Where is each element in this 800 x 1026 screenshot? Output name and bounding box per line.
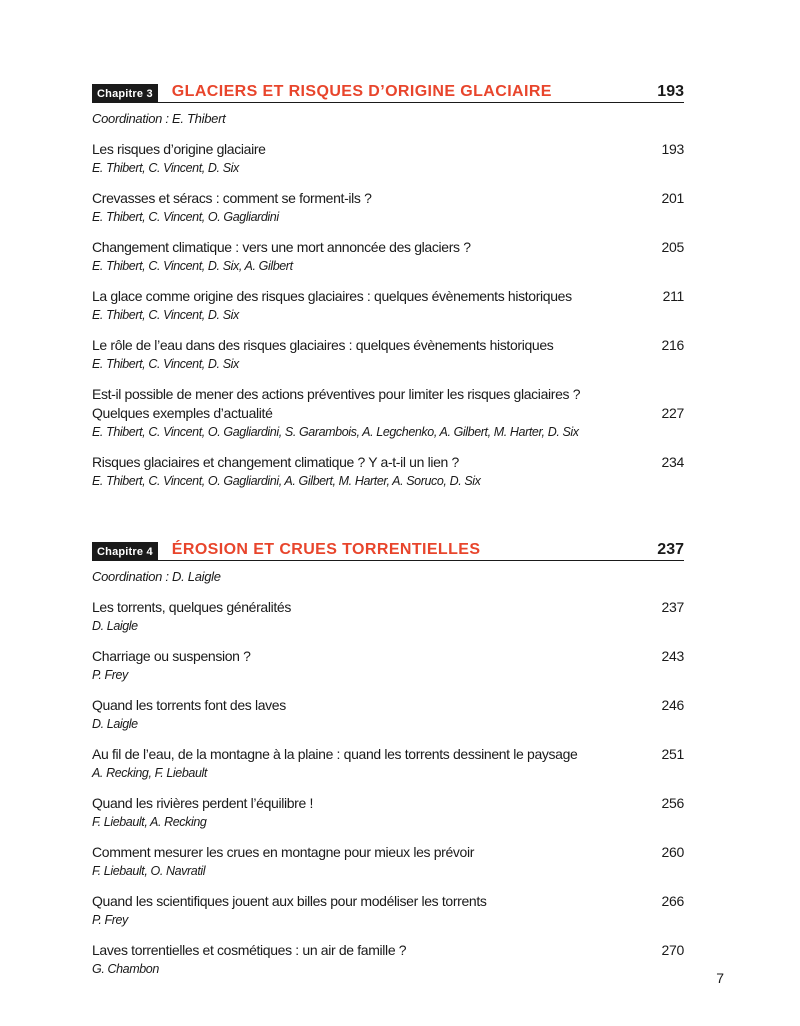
- toc-entry[interactable]: [92, 336, 684, 373]
- entry-authors: P. Frey: [92, 913, 128, 927]
- toc-entry[interactable]: [92, 745, 684, 782]
- entry-page-number: 201: [661, 190, 684, 206]
- entry-page-number: 270: [661, 942, 684, 958]
- entry-authors: F. Liebault, O. Navratil: [92, 864, 206, 878]
- entry-authors: D. Laigle: [92, 717, 138, 731]
- chapter-header: [92, 80, 684, 103]
- entry-title: La glace comme origine des risques glaciaires : quelques évènements historiques: [92, 288, 572, 304]
- entry-authors: P. Frey: [92, 668, 128, 682]
- entry-authors: F. Liebault, A. Recking: [92, 815, 207, 829]
- entry-title: Au fil de l’eau, de la montagne à la plaine : quand les torrents dessinent le paysage: [92, 746, 578, 762]
- entry-authors: G. Chambon: [92, 962, 159, 976]
- entry-page-number: 237: [661, 599, 684, 615]
- toc-entry[interactable]: [92, 794, 684, 831]
- coordination: Coordination : D. Laigle: [92, 569, 221, 584]
- entry-authors: E. Thibert, C. Vincent, O. Gagliardini, A. Gilbert, M. Harter, A. Soruco, D. Six: [92, 474, 481, 488]
- entry-page-number: 256: [661, 795, 684, 811]
- toc-entry[interactable]: [92, 238, 684, 275]
- chapter-badge: Chapitre 3: [92, 84, 158, 102]
- chapter-title: ÉROSION ET CRUES TORRENTIELLES: [171, 541, 481, 558]
- entry-page-number: 216: [661, 337, 684, 353]
- entry-authors: E. Thibert, C. Vincent, O. Gagliardini, S. Garambois, A. Legchenko, A. Gilbert, M. Harter, D. Six: [92, 425, 579, 439]
- chapter-header: [92, 538, 684, 561]
- toc-entry[interactable]: [92, 843, 684, 880]
- entry-title: Les torrents, quelques généralités: [92, 599, 292, 615]
- entry-page-number: 227: [661, 405, 684, 421]
- entry-page-number: 234: [661, 454, 684, 470]
- entry-page-number: 243: [661, 648, 684, 664]
- entry-title: Quand les torrents font des laves: [92, 697, 286, 713]
- chapter-3: [92, 80, 684, 490]
- entry-page-number: 246: [661, 697, 684, 713]
- entry-title-line-2: Quelques exemples d’actualité: [92, 405, 273, 421]
- chapter-badge: Chapitre 4: [92, 542, 158, 560]
- entry-title: Les risques d’origine glaciaire: [92, 141, 266, 157]
- entry-authors: E. Thibert, C. Vincent, O. Gagliardini: [92, 210, 279, 224]
- entry-title: Comment mesurer les crues en montagne pour mieux les prévoir: [92, 844, 475, 860]
- toc-entry[interactable]: [92, 696, 684, 733]
- toc-entry[interactable]: [92, 453, 684, 490]
- chapter-page-number: 237: [657, 541, 684, 558]
- toc-entry[interactable]: [92, 598, 684, 635]
- entry-title: Laves torrentielles et cosmétiques : un air de famille ?: [92, 942, 407, 958]
- entry-title: Risques glaciaires et changement climatique ? Y a-t-il un lien ?: [92, 454, 459, 470]
- entry-title: Changement climatique : vers une mort annoncée des glaciers ?: [92, 239, 471, 255]
- entry-authors: E. Thibert, C. Vincent, D. Six: [92, 357, 239, 371]
- toc-entry[interactable]: [92, 287, 684, 324]
- toc-entry[interactable]: [92, 140, 684, 177]
- chapter-page-number: 193: [657, 83, 684, 100]
- entry-page-number: 266: [661, 893, 684, 909]
- entry-title: [92, 385, 644, 423]
- toc-entry[interactable]: [92, 385, 684, 441]
- entry-title: Le rôle de l’eau dans des risques glaciaires : quelques évènements historiques: [92, 337, 554, 353]
- entry-page-number: 251: [661, 746, 684, 762]
- entry-authors: E. Thibert, C. Vincent, D. Six: [92, 161, 239, 175]
- chapter-4: [92, 538, 684, 978]
- entry-title: Crevasses et séracs : comment se forment-ils ?: [92, 190, 372, 206]
- toc-entry[interactable]: [92, 892, 684, 929]
- toc-entry[interactable]: [92, 189, 684, 226]
- chapter-title: GLACIERS ET RISQUES D’ORIGINE GLACIAIRE: [171, 83, 552, 100]
- entry-title: Quand les scientifiques jouent aux billes pour modéliser les torrents: [92, 893, 487, 909]
- table-of-contents: [92, 80, 684, 1014]
- entry-title-line-1: Est-il possible de mener des actions préventives pour limiter les risques glaciaires ?: [92, 386, 581, 402]
- coordination: Coordination : E. Thibert: [92, 111, 226, 126]
- entry-page-number: 193: [661, 141, 684, 157]
- entry-authors: E. Thibert, C. Vincent, D. Six, A. Gilbert: [92, 259, 293, 273]
- entry-title: Quand les rivières perdent l’équilibre !: [92, 795, 314, 811]
- entry-page-number: 211: [662, 288, 684, 304]
- entry-authors: D. Laigle: [92, 619, 138, 633]
- entry-page-number: 260: [661, 844, 684, 860]
- toc-entry[interactable]: [92, 941, 684, 978]
- entry-authors: E. Thibert, C. Vincent, D. Six: [92, 308, 239, 322]
- toc-entry[interactable]: [92, 647, 684, 684]
- page-number: 7: [716, 970, 724, 986]
- entry-authors: A. Recking, F. Liebault: [92, 766, 207, 780]
- entry-page-number: 205: [661, 239, 684, 255]
- entry-title: Charriage ou suspension ?: [92, 648, 251, 664]
